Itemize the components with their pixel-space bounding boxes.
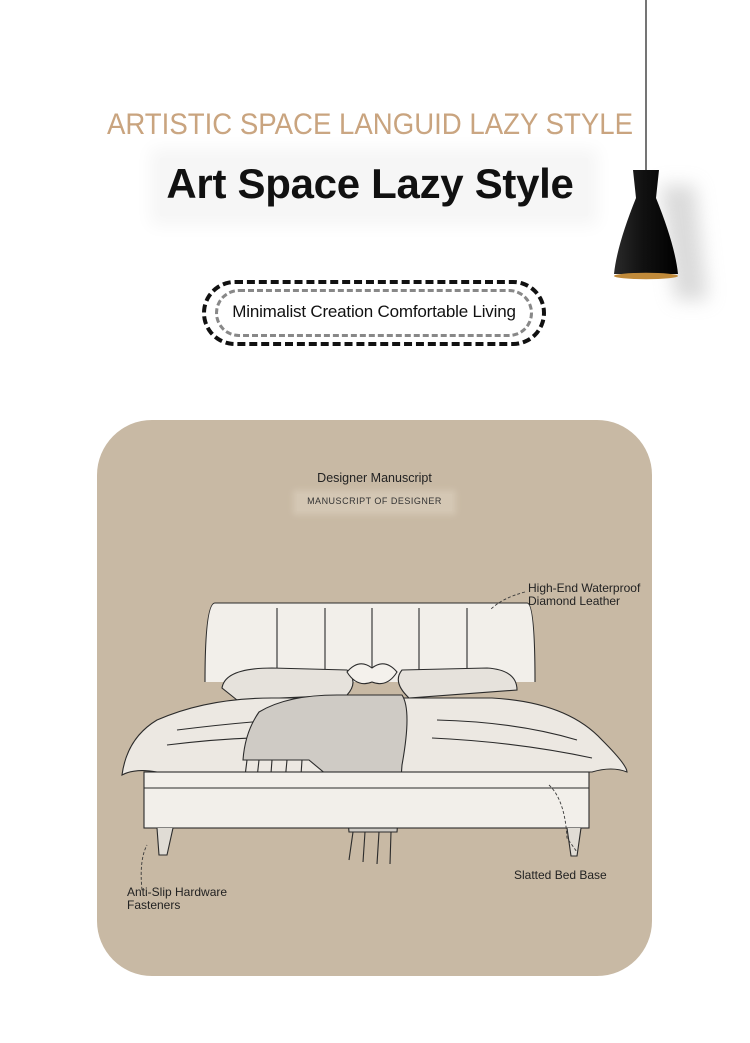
card-subtitle: MANUSCRIPT OF DESIGNER [307,496,442,506]
callout-leather [528,582,648,608]
callout-leather-line1: High-End Waterproof [528,581,641,595]
callout-antislip-line1: Anti-Slip Hardware [127,885,228,899]
header-tagline: ARTISTIC SPACE LANGUID LAZY STYLE [106,108,634,141]
callout-slatted: Slatted Bed Base [514,868,607,882]
slogan-pill [202,280,546,346]
callout-leather-line2: Diamond Leather [528,594,621,608]
callout-antislip [127,886,267,912]
callout-antislip-line2: Fasteners [127,898,181,912]
designer-manuscript-card [97,420,652,976]
pendant-lamp-icon [600,0,730,320]
slogan-text: Minimalist Creation Comfortable Living [232,302,516,321]
card-title: Designer Manuscript [317,471,432,485]
page-title: Art Space Lazy Style [166,160,574,207]
